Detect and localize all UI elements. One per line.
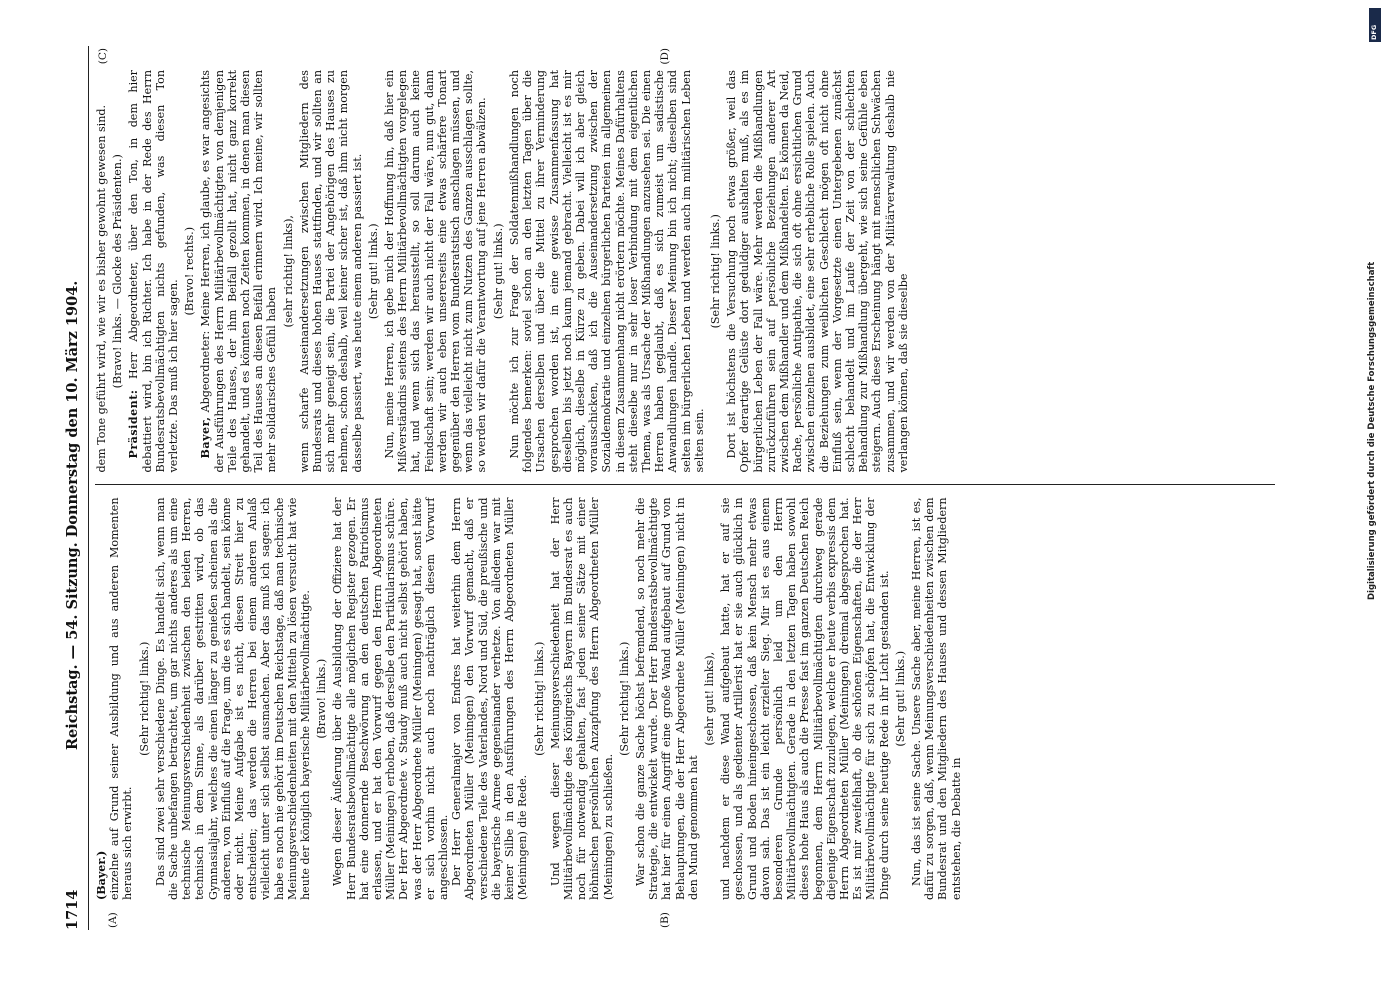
text-paragraph: einzelne auf Grund seiner Ausbildung und aus anderen Momenten heraus sich erwirbt. [108,497,135,900]
reaction-note: (sehr richtig! links), [281,215,295,328]
text-paragraph: Der Herr Generalmajor von Endres hat weiterhin dem Herrn Abgeordneten Müller (Meiningen) den Vorwurf gemacht, daß er verschiedene Teile des Vaterlandes, Nord und Süd, die preußische und die bayerische Armee gegeneinander verhetze. Von alledem war mit keiner Silbe in den Ausführungen des Herrn Abgeordneten Müller (Meiningen) die Rede. [450,497,530,900]
reaction-note: (Sehr gut! links.) [366,223,380,320]
dfg-logo [1369,8,1381,42]
text-columns [95,46,1275,930]
text-paragraph: Nun, meine Herren, ich gebe mich der Hoffnung hin, daß hier ein Mißverständnis seitens des Herrn Militärbevollmächtigten vorgelegen hat, und wenn sich das herausstellt, so soll darum auch keine Feindschaft sein; werden wir auch nicht der Fall wäre, nun gut, dann werden wir auch eben unsererseits eine etwas schärfere Tonart gegenüber den Herren vom Bundesratstisch anschlagen müssen, und wenn das vielleicht nicht zum Nutzen des Ganzen ausschlagen sollte, so werden wir dafür die Verantwortung auf jene Herren abwälzen. [383,70,489,473]
margin-label-b: (B) [659,912,671,928]
reaction-note: (Sehr richtig! links.) [137,641,151,756]
digitization-credit [1365,10,1379,990]
speech-paragraph [127,70,180,473]
reaction-note: (Sehr gut! links.) [491,223,505,320]
text-paragraph: wenn scharfe Auseinandersetzungen zwischen Mitgliedern des Bundesrats und dieses hohen Hauses stattfinden, und wir sollten an sich mehr geneigt sein, die Partei der Angehörigen des Hauses zu nehmen, schon deshalb, weil keiner sicher ist, daß ihm nicht morgen dasselbe passiert, was heute einem anderen passiert ist. [297,70,364,473]
page-number: 1714 [64,889,81,930]
reaction-note: (Bravo! links. — Glocke des Präsidenten.) [111,154,125,389]
reaction-note: (sehr gut! links), [702,651,716,746]
reaction-note: (Sehr richtig! links.) [708,214,722,329]
text-paragraph: Das sind zwei sehr verschiedene Dinge. Es handelt sich, wenn man die Sache unbefangen betrachtet, um gar nichts anderes als um eine technische Meinungsverschiedenheit zwischen den beiden Herren, technisch in dem Sinne, als darüber gestritten wird, ob das Gymnasialjahr, welches die einen länger zu genießen scheinen als die anderen, von Einfluß auf die Frage, um die es sich handelt, sein könne oder nicht. Meine Aufgabe ist es nicht, diesen Streit hier zu entscheiden; das werden die Herren bei einem anderen Anlaß vielleicht unter sich selbst ausmachen. Aber das muß ich sagen: ich habe es noch nie gehört im Deutschen Reichstage, daß man technische Meinungsverschiedenheiten mit den Mitteln zu lösen versucht hat wie heute der königlich bayerische Militärbevollmächtigte. [153,497,313,900]
text-paragraph: Und wegen dieser Meinungsverschiedenheit hat der Herr Militärbevollmächtigte des Königreichs Bayern im Bundesrat es auch noch für notwendig gehalten, fast jeden seiner Sätze mit einer höhnischen persönlichen Anzapfung des Herrn Abgeordneten Müller (Meiningen) zu schließen. [548,497,615,900]
text-paragraph: Wegen dieser Äußerung über die Ausbildung der Offiziere hat der Herr Bundesratsbevollmächtigte alle möglichen Register gezogen. Er hat eine donnernde Beschwörung an den deutschen Patriotismus erlassen, und er hat den Vorwurf gegen den Herrn Abgeordneten Müller (Meiningen) erhoben, daß derselbe den Partikularismus schüre. Der Herr Abgeordnete v. Staudy muß auch nicht selbst gehört haben, was der Herr Abgeordnete Müller (Meiningen) gesagt hat, sonst hätte er sich vorhin nicht auch noch nachträglich diesem Vorwurf angeschlossen. [331,497,451,900]
margin-label-c: (C) [97,48,109,65]
dfg-logo-text: DFG [1370,24,1378,40]
reaction-note: (Sehr richtig! links.) [532,641,546,756]
page-header [58,46,89,930]
text-paragraph: War schon die ganze Sache höchst befremdend, so noch mehr die Strategie, die entwickelt wurde. Der Herr Bundesratsbevollmächtigte hat hier für einen Angriff eine große Wand aufgebaut auf Grund von Behauptungen, die der Herr Abgeordnete Müller (Meiningen) nicht in den Mund genommen hat [633,497,700,900]
text-paragraph: Nun, das ist seine Sache. Unsere Sache aber, meine Herren, ist es, dafür zu sorgen, daß, wenn Meinungsverschiedenheiten zwischen dem Bundesrat und den Mitgliedern des Hauses und dessen Mitgliedern entstehen, die Debatte in [909,497,963,900]
speaker-name: Bayer, [199,416,213,459]
speech-text: Herr Abgeordneter, über den Ton, in dem hier debattiert wird, bin ich Richter. Ich habe in der Rede des Herrn Bundesratsbevollmächtigten nichts gefunden, was diesen Ton verletzte. Das muß ich hier sagen. [127,70,181,473]
running-title: Reichstag. — 54. Sitzung. Donnerstag den 10. März 1904. [64,280,81,750]
text-paragraph: dem Tone geführt wird, wie wir es bisher gewohnt gewesen sind. [95,105,108,473]
reaction-note: (Sehr gut! links.) [893,650,907,747]
speech-paragraph [199,70,278,473]
credit-text: Digitalisierung gefördert durch die Deutsche Forschungsgemeinschaft [1367,261,1377,600]
speaker-name: Präsident: [127,389,141,459]
right-column [95,46,1275,485]
reaction-note: (Sehr richtig! links.) [617,641,631,756]
speaker-continuation: (Bayer.) [95,850,108,900]
left-column [95,485,1275,931]
text-paragraph: Dort ist höchstens die Versuchung noch etwas größer, weil das Opfer derartige Gelüste dort geduldiger aushalten muß, als es im bürgerlichen Leben der Fall wäre. Mehr werden die Mißhandlungen zurückzuführen sein auf persönliche Beziehungen anderer Art zwischen dem Mißhandler und dem Mißhandelten. Es können da Neid, Rache, persönliche Antipathie, die sich oft ohne ersichtlichen Grund zwischen einzelnen ausbildet, eine sehr erhebliche Rolle spielen. Auch die Beziehungen zum weiblichen Geschlecht mögen oft nicht ohne Einfluß sein, wenn der Vorgesetzte einen Untergebenen zunächst schlecht behandelt und im Laufe der Zeit von der schlechten Behandlung zur Mißhandlung übergeht, wie sich seine Gefühle eben steigern. Auch diese Erscheinung hängt mit menschlichen Schwächen zusammen, und wir werden von der Militärverwaltung deshalb nie verlangen können, daß sie dieselbe [725,70,910,473]
margin-label-d: (D) [659,48,671,65]
reaction-note: (Bravo! links.) [315,658,329,739]
text-paragraph: Nun möchte ich zur Frage der Soldatenmißhandlungen noch folgendes bemerken: soviel schon an den letzten Tagen über die Ursachen derselben und über die Mittel zu ihrer Verminderung gesprochen worden ist, in eine gewisse Zusammenfassung hat dieselben bis jetzt noch kaum jemand gebracht. Vielleicht ist es mir möglich, dieselbe in Kürze zu geben. Dabei will ich aber gleich vorausschicken, daß ich die Auseinandersetzung zwischen der Sozialdemokratie und einzelnen bürgerlichen Parteien im allgemeinen in diesem Zusammenhang nicht erörtern möchte. Meines Dafürhaltens steht dieselbe nur in sehr loser Verbindung mit dem eigentlichen Thema, was als Ursache der Mißhandlungen anzusehen sei. Die einen Herren haben geglaubt, daß es sich zumeist um sadistische Anwandlungen handle. Dieser Meinung bin ich nicht; dieselben sind selten im bürgerlichen Leben und werden auch im militärischen Leben selten sein. [507,70,706,473]
margin-label-a: (A) [107,912,119,928]
reaction-note: (Bravo! rechts.) [183,226,197,316]
text-paragraph: und nachdem er diese Wand aufgebaut hatte, hat er auf sie geschossen, und als gedienter Artillerist hat er sie auch glücklich in Grund und Boden hineingeschossen, daß kein Mensch mehr etwas davon sah. Das ist ein leicht erzielter Sieg. Mir ist es aus einem besonderen Grunde persönlich leid um den Herrn Militärbevollmächtigten. Gerade in den letzten Tagen haben sowohl dieses hohe Haus als auch die Presse fast im ganzen Deutschen Reich begonnen, dem Herrn Militärbevollmächtigten durchweg gerade diejenige Eigenschaft zuzulegen, welche er heute verbis expressis dem Herrn Abgeordneten Müller (Meiningen) dreimal abgesprochen hat. Es ist mir zweifelhaft, ob die schönen Eigenschaften, die der Herr Militärbevollmächtigte für sich zu schöpfen hat, die Entwicklung der Dinge durch seine heutige Rede in ihr Licht gestanden ist. [719,497,891,900]
speech-text: Abgeordneter: Meine Herren, ich glaube, es war angesichts der Ausführungen des Herrn Militärbevollmächtigten von demjenigen Teile des Hauses, der ihm Beifall gezollt hat, nicht ganz korrekt gehandelt, und es könnten noch Zeiten kommen, in denen man diesen Teil des Hauses an diesen Beifall erinnern wird. Ich meine, wir sollten mehr solidarisches Gefühl haben [199,70,279,473]
